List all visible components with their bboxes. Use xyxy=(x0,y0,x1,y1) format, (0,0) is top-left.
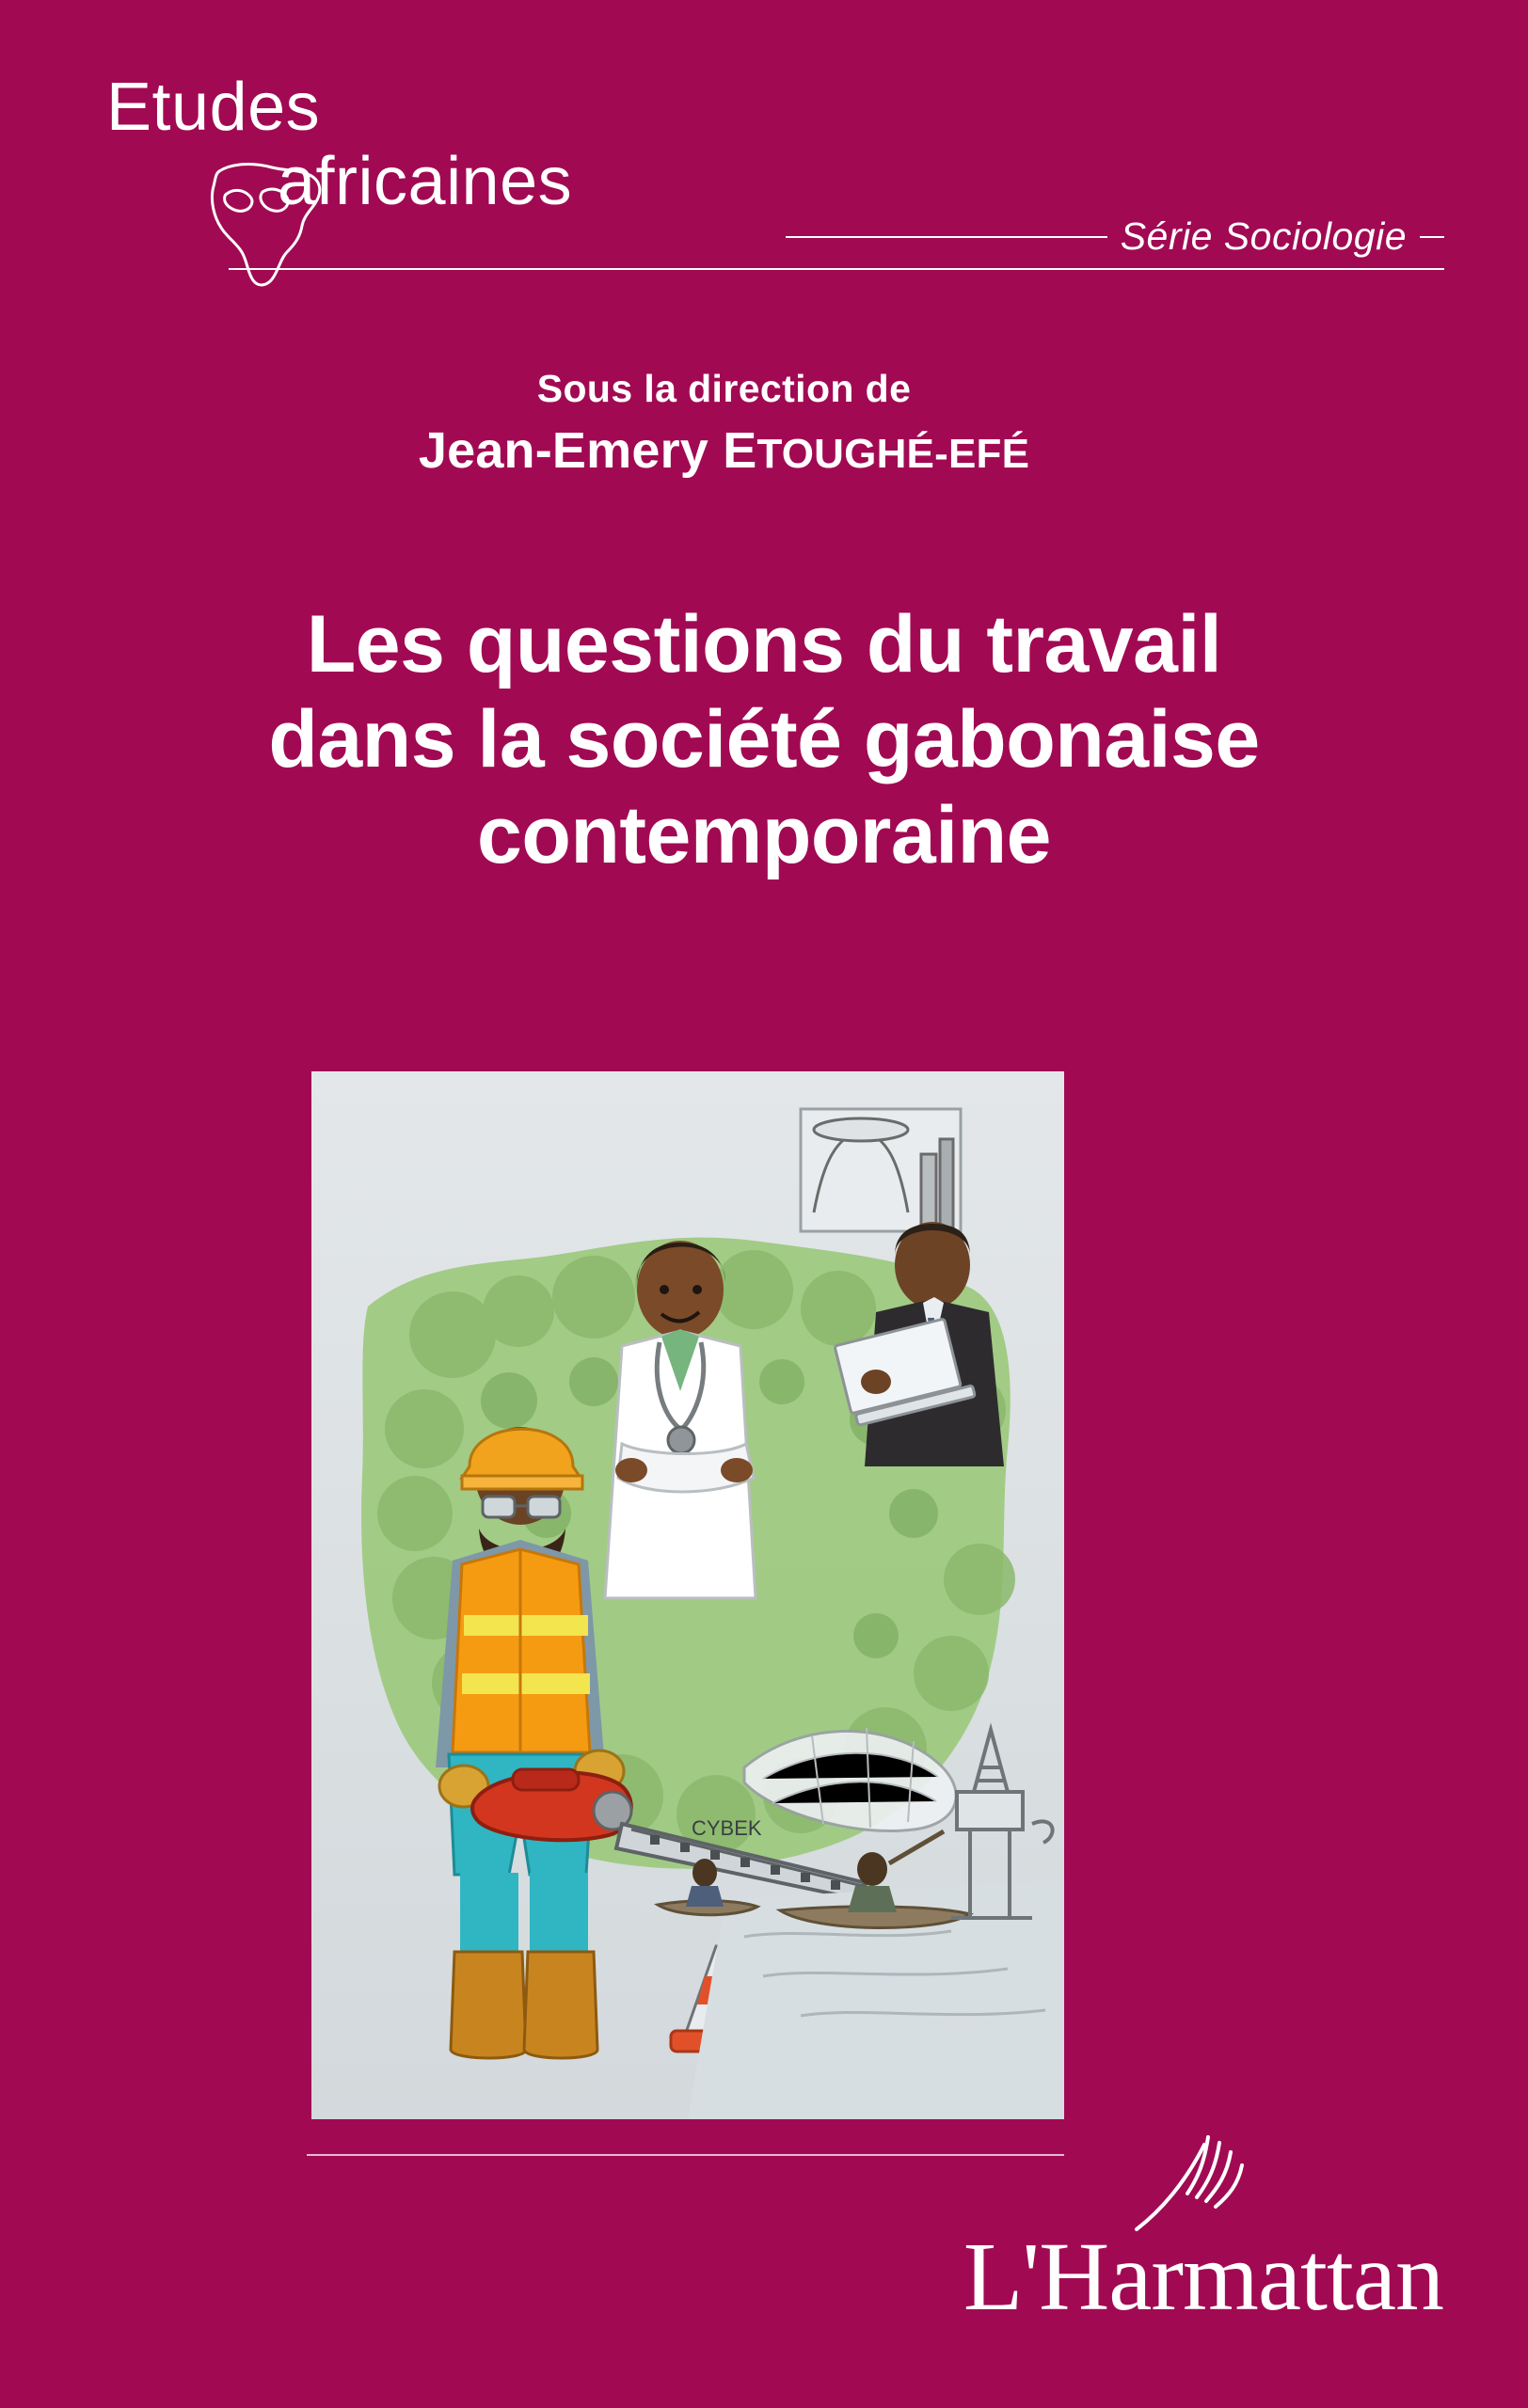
serie-label: Série Sociologie xyxy=(1120,214,1407,258)
page-title xyxy=(0,597,1528,883)
illustration-signature: CYBEK xyxy=(692,1816,762,1840)
publisher-name: L'Harmattan xyxy=(963,2223,1443,2331)
direction-label: Sous la direction de xyxy=(536,367,912,410)
author-last-tail: FÉ xyxy=(976,431,1030,477)
author-name xyxy=(0,421,1528,480)
feather-icon xyxy=(1118,2124,1259,2237)
author-last-initial: E xyxy=(723,422,757,479)
cover-illustration xyxy=(311,1071,1064,2119)
header-divider xyxy=(229,268,1444,270)
author-first: Jean-Emery xyxy=(418,422,724,479)
collection-header xyxy=(89,70,1444,290)
collection-title-line1: Etudes xyxy=(106,70,321,145)
serie-rule-right xyxy=(1420,236,1444,238)
author-last-body: TOUGHÉ-E xyxy=(756,431,977,477)
publisher-logo xyxy=(916,2133,1443,2350)
serie-rule-left xyxy=(786,236,1107,238)
title-line-1: Les questions du travail xyxy=(306,599,1222,689)
africa-map-icon xyxy=(193,150,353,292)
serie-label-row xyxy=(786,214,1444,259)
title-line-2: dans la société gabonaise xyxy=(268,694,1260,785)
collection-title-line2: africaines xyxy=(278,144,573,220)
title-line-3: contemporaine xyxy=(477,789,1051,880)
